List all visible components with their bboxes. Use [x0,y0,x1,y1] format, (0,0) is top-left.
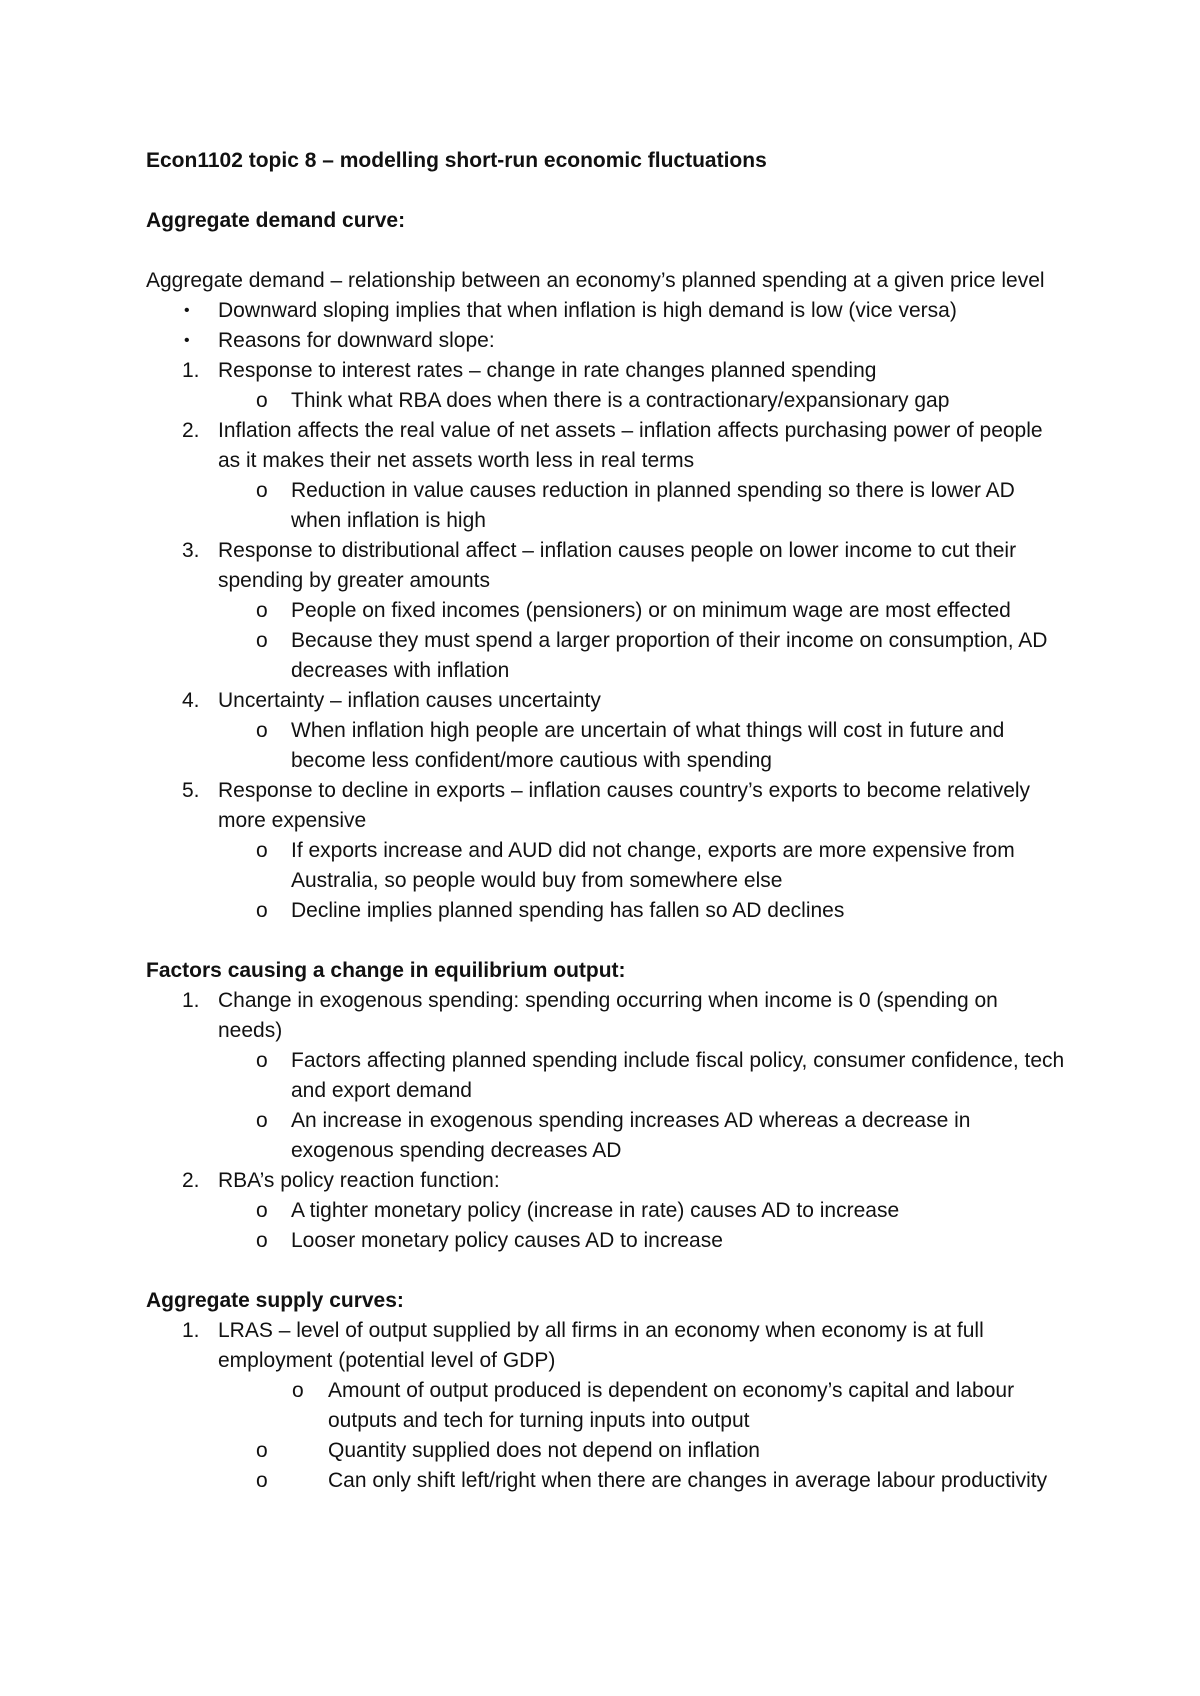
circle-bullet-marker: o [256,1469,268,1492]
bullet-marker: • [184,332,190,349]
list-item-text: Response to interest rates – change in rate changes planned spending [218,359,877,382]
list-item [146,986,1066,1046]
number-marker: 2. [182,419,200,442]
section-aggregate-supply [146,1286,1066,1496]
list-item [146,1166,1066,1196]
list-item-text: Reasons for downward slope: [218,329,495,352]
sub-list-item-text: Think what RBA does when there is a contractionary/expansionary gap [291,389,950,412]
circle-bullet-marker: o [256,1109,268,1132]
section-spacer [146,1256,1066,1286]
sub-list-item-text: An increase in exogenous spending increases AD whereas a decrease in exogenous spending decreases AD [291,1109,971,1162]
sub-list-item-text: Factors affecting planned spending include fiscal policy, consumer confidence, tech and export demand [291,1049,1065,1102]
sub-list-item [146,386,1066,416]
list-item-text: Response to distributional affect – inflation causes people on lower income to cut their spending by greater amounts [218,539,1017,592]
sub-list-item-text: Quantity supplied does not depend on inflation [328,1439,760,1462]
sub-list-item [146,596,1066,626]
section-heading: Factors causing a change in equilibrium output: [146,959,626,982]
list-item-text: RBA’s policy reaction function: [218,1169,500,1192]
document-title: Econ1102 topic 8 – modelling short-run economic fluctuations [146,149,767,172]
sub-list-item-text: Because they must spend a larger proportion of their income on consumption, AD decreases with inflation [291,629,1048,682]
list-item-text: Change in exogenous spending: spending occurring when income is 0 (spending on needs) [218,989,998,1042]
sub-list-item-text: If exports increase and AUD did not change, exports are more expensive from Australia, so people would buy from somewhere else [291,839,1015,892]
list-item [146,686,1066,716]
circle-bullet-marker: o [256,629,268,652]
document-body [146,146,1066,1496]
number-marker: 3. [182,539,200,562]
sub-list-item [146,1436,1066,1466]
list-item-text: Response to decline in exports – inflation causes country’s exports to become relatively more expensive [218,779,1031,832]
sub-list-item [146,836,1066,896]
section-heading: Aggregate supply curves: [146,1289,404,1312]
sub-list-item [146,1046,1066,1106]
list-item [146,536,1066,596]
list-item-text: LRAS – level of output supplied by all firms in an economy when economy is at full employment (potential level of GDP) [218,1319,984,1372]
sub-list-item [146,626,1066,686]
circle-bullet-marker: o [256,1229,268,1252]
number-marker: 1. [182,1319,200,1342]
circle-bullet-marker: o [256,479,268,502]
sub-list-item [146,1106,1066,1166]
intro-paragraph: Aggregate demand – relationship between an economy’s planned spending at a given price level [146,269,1045,292]
circle-bullet-marker: o [256,389,268,412]
sub-list-item [146,716,1066,776]
sub-list-item [146,1196,1066,1226]
sub-list-item [146,1376,1066,1436]
section-heading: Aggregate demand curve: [146,209,406,232]
number-marker: 1. [182,989,200,1012]
number-marker: 5. [182,779,200,802]
list-item-text: Inflation affects the real value of net assets – inflation affects purchasing power of people as it makes their net assets worth less in real terms [218,419,1043,472]
list-item [146,356,1066,386]
list-item [146,416,1066,476]
bullet-marker: • [184,302,190,319]
number-marker: 1. [182,359,200,382]
list-item-text: Uncertainty – inflation causes uncertainty [218,689,601,712]
list-item [146,776,1066,836]
sub-list-item [146,476,1066,536]
sub-list-item-text: People on fixed incomes (pensioners) or on minimum wage are most effected [291,599,1011,622]
sub-list-item [146,896,1066,926]
section-equilibrium-output [146,956,1066,1256]
circle-bullet-marker: o [256,1049,268,1072]
sub-list-item-text: Reduction in value causes reduction in planned spending so there is lower AD when inflation is high [291,479,1015,532]
circle-bullet-marker: o [292,1379,304,1402]
circle-bullet-marker: o [256,839,268,862]
circle-bullet-marker: o [256,719,268,742]
list-item [146,1316,1066,1376]
sub-list-item [146,1226,1066,1256]
sub-list-item [146,1466,1066,1496]
circle-bullet-marker: o [256,1199,268,1222]
sub-list-item-text: Decline implies planned spending has fallen so AD declines [291,899,845,922]
circle-bullet-marker: o [256,899,268,922]
section-aggregate-demand [146,206,1066,926]
list-item [146,296,1066,326]
section-spacer [146,926,1066,956]
sub-list-item-text: Looser monetary policy causes AD to increase [291,1229,723,1252]
number-marker: 4. [182,689,200,712]
sub-list-item-text: Amount of output produced is dependent on economy’s capital and labour outputs and tech for turning inputs into output [328,1379,1015,1432]
circle-bullet-marker: o [256,599,268,622]
circle-bullet-marker: o [256,1439,268,1462]
number-marker: 2. [182,1169,200,1192]
sub-list-item-text: A tighter monetary policy (increase in rate) causes AD to increase [291,1199,900,1222]
list-item [146,326,1066,356]
list-item-text: Downward sloping implies that when inflation is high demand is low (vice versa) [218,299,957,322]
sub-list-item-text: Can only shift left/right when there are changes in average labour productivity [328,1469,1048,1492]
sub-list-item-text: When inflation high people are uncertain of what things will cost in future and become less confident/more cautious with spending [291,719,1005,772]
